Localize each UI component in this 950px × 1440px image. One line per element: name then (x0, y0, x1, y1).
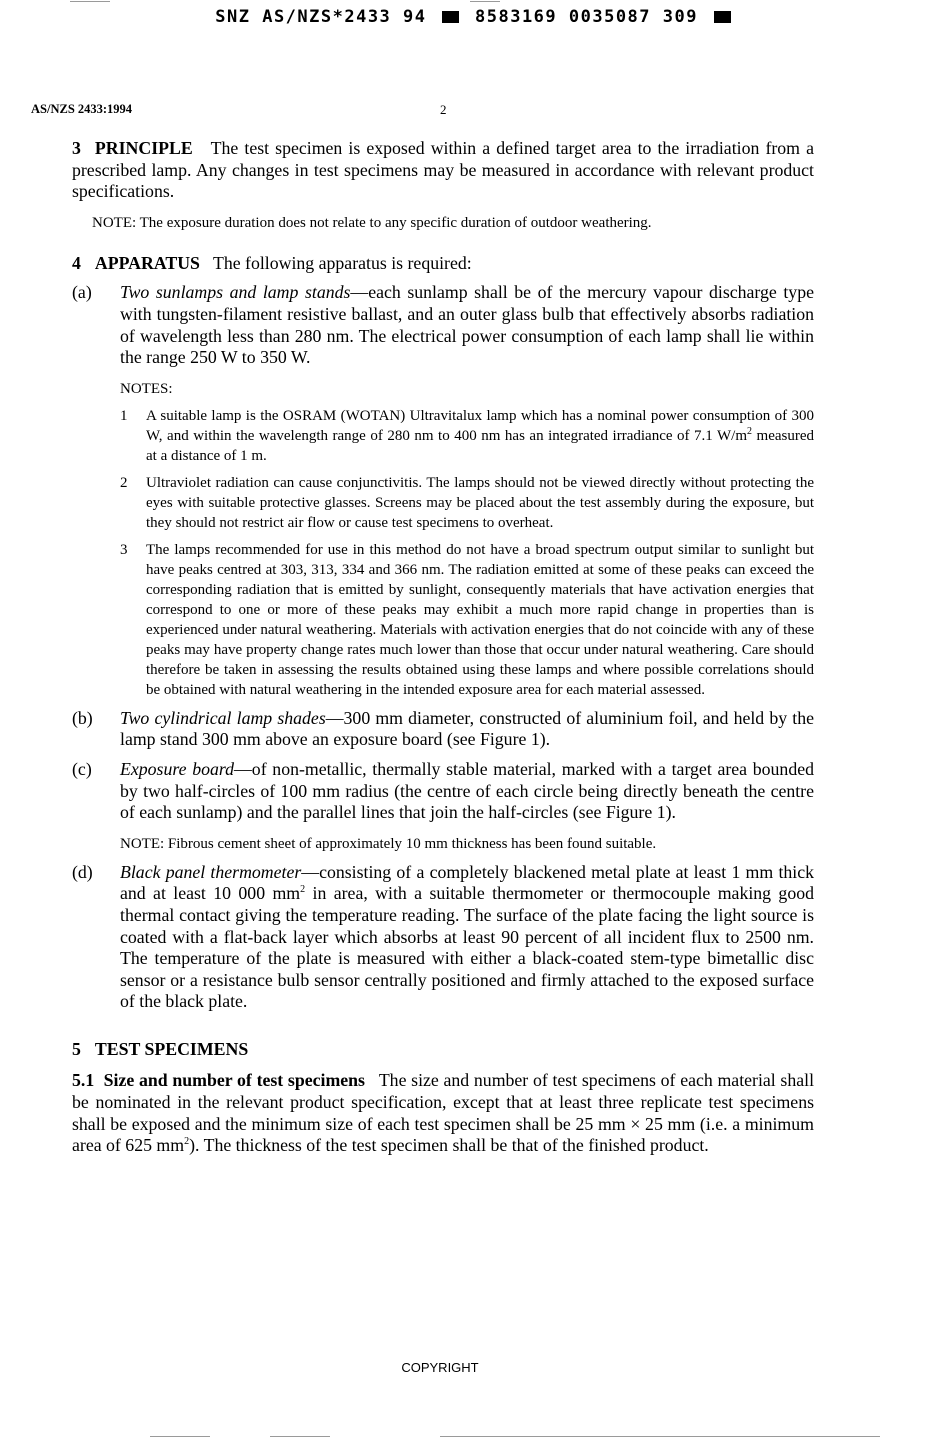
item-text: —300 mm diameter, constructed of aluminium foil, and held by the lamp stand 300 mm above an exposure board (see Figure 1). (120, 707, 814, 750)
principle-note: NOTE: The exposure duration does not relate to any specific duration of outdoor weathering. (92, 214, 652, 231)
scan-artifact (70, 1, 110, 2)
section-number: 3 (72, 138, 81, 158)
scan-artifact (270, 1436, 330, 1437)
item-label: (a) (72, 282, 92, 303)
item-text: —each sunlamp shall be of the mercury vapour discharge type with tungsten-filament resistive ballast, and an outer glass bulb that effectively absorbs radiation of wavelength less than 280 nm. The electrical power consumption of each lamp shall lie within the range 250 W to 350 W. (120, 282, 814, 368)
black-block-mark (714, 11, 731, 23)
page-content (72, 138, 814, 1157)
principle-text: The test specimen is exposed within a defined target area to the irradiation from a prescribed lamp. Any changes in test specimens may be measured in accordance with relevant product specifications. (72, 138, 814, 202)
black-block-mark (442, 11, 459, 23)
item-text: —of non-metallic, thermally stable material, marked with a target area bounded by two half-circles of 100 mm radius (the centre of each circle being directly beneath the centre of each sunlamp) and the parallel lines that join the half-circles (see Figure 1). (120, 758, 814, 823)
section-heading: PRINCIPLE (94, 138, 193, 158)
copyright-footer: COPYRIGHT (401, 1360, 479, 1375)
apparatus-item-c (72, 759, 814, 854)
document-control-code (0, 7, 950, 27)
section-heading: APPARATUS (94, 252, 200, 273)
item-term: Two sunlamps and lamp stands (120, 282, 351, 303)
scan-artifact (470, 1, 500, 2)
item-term: Black panel thermometer (120, 861, 302, 882)
subsection-5-1: 5.1 Size and number of test specimens The size and number of test specimens of each material shall be nominated in the relevant product specification, except that at least three replicate test specimens shall be exposed and the minimum size of each test specimen shall be 25 mm × 25 mm (i.e. a minimum area of 625 $mm^2$). The thickness of the test specimen shall be that of the finished product. (72, 1070, 815, 1156)
note-3: 3 The lamps recommended for use in this method do not have a broad spectrum output similar to sunlight but have peaks centred at 303, 313, 334 and 366 nm. The radiation emitted at some of these peaks can exceed the corresponding radiation that is emitted by sunlight, consequently materials that have activation energies that correspond to one or more of these peaks may exhibit a much more rapid change in properties than is experienced under natural weathering. Materials with activation energies that do not coincide with any of these peaks may have property change rates much lower than those that occur under natural weathering. Care should therefore be taken in assessing the results obtained using these lamps and where possible correlations should be obtained with natural weathering in the intended exposure area for each material assessed. (120, 541, 814, 698)
note-2: 2 Ultraviolet radiation can cause conjunctivitis. The lamps should not be viewed directly without protecting the eyes with suitable protective glasses. Screens may be placed about the test assembly during the exposure, but they should not restrict air flow or cause test specimens to overheat. (120, 474, 814, 531)
standard-number: AS/NZS 2433:1994 (31, 102, 133, 116)
apparatus-item-a (72, 282, 814, 699)
section-heading: TEST SPECIMENS (94, 1038, 249, 1059)
control-code-left: SNZ AS/NZS*2433 94 (215, 7, 427, 27)
apparatus-intro: The following apparatus is required: (212, 252, 472, 273)
control-code-right: 8583169 0035087 309 (475, 7, 698, 27)
section-number: 4 (72, 252, 81, 273)
page-number: 2 (440, 102, 447, 117)
item-term: Two cylindrical lamp shades (120, 707, 326, 728)
section-test-specimens (72, 1039, 814, 1061)
notes-heading: NOTES: (120, 380, 173, 397)
item-label: (d) (72, 861, 93, 882)
item-note: NOTE: Fibrous cement sheet of approximately 10 mm thickness has been found suitable. (120, 835, 657, 852)
subsection-heading: Size and number of test specimens (103, 1070, 365, 1091)
subsection-number: 5.1 (72, 1070, 95, 1091)
item-term: Exposure board (120, 758, 235, 779)
section-principle (72, 138, 814, 203)
item-label: (b) (72, 707, 93, 728)
section-apparatus (72, 253, 814, 275)
section-number: 5 (72, 1038, 81, 1059)
scan-artifact (440, 1436, 880, 1437)
scan-artifact (150, 1436, 210, 1437)
item-label: (c) (72, 758, 92, 779)
note-1: 1 A suitable lamp is the OSRAM (WOTAN) Ultravitalux lamp which has a nominal power consumption of 300 W, and within the wavelength range of 280 nm to 400 nm has an integrated irradiance of 7.1 $W/m^2$ measured at a distance of 1 m. (120, 407, 814, 464)
apparatus-item-b (72, 708, 814, 751)
apparatus-item-d: (d) Black panel thermometer—consisting of a completely blackened metal plate at least 1 mm thick and at least 10 000 $mm^2$ in area, with a suitable thermometer or thermocouple making good thermal contact giving the temperature reading. The surface of the plate facing the light source is coated with a flat-back layer which absorbs at least 90 percent of all incident flux to 2500 nm. The temperature of the plate is measured with either a black-coated stem-type bimetallic disc sensor or a resistance bulb sensor centrally positioned and firmly attached to the exposed surface of the black plate. (72, 861, 814, 1012)
